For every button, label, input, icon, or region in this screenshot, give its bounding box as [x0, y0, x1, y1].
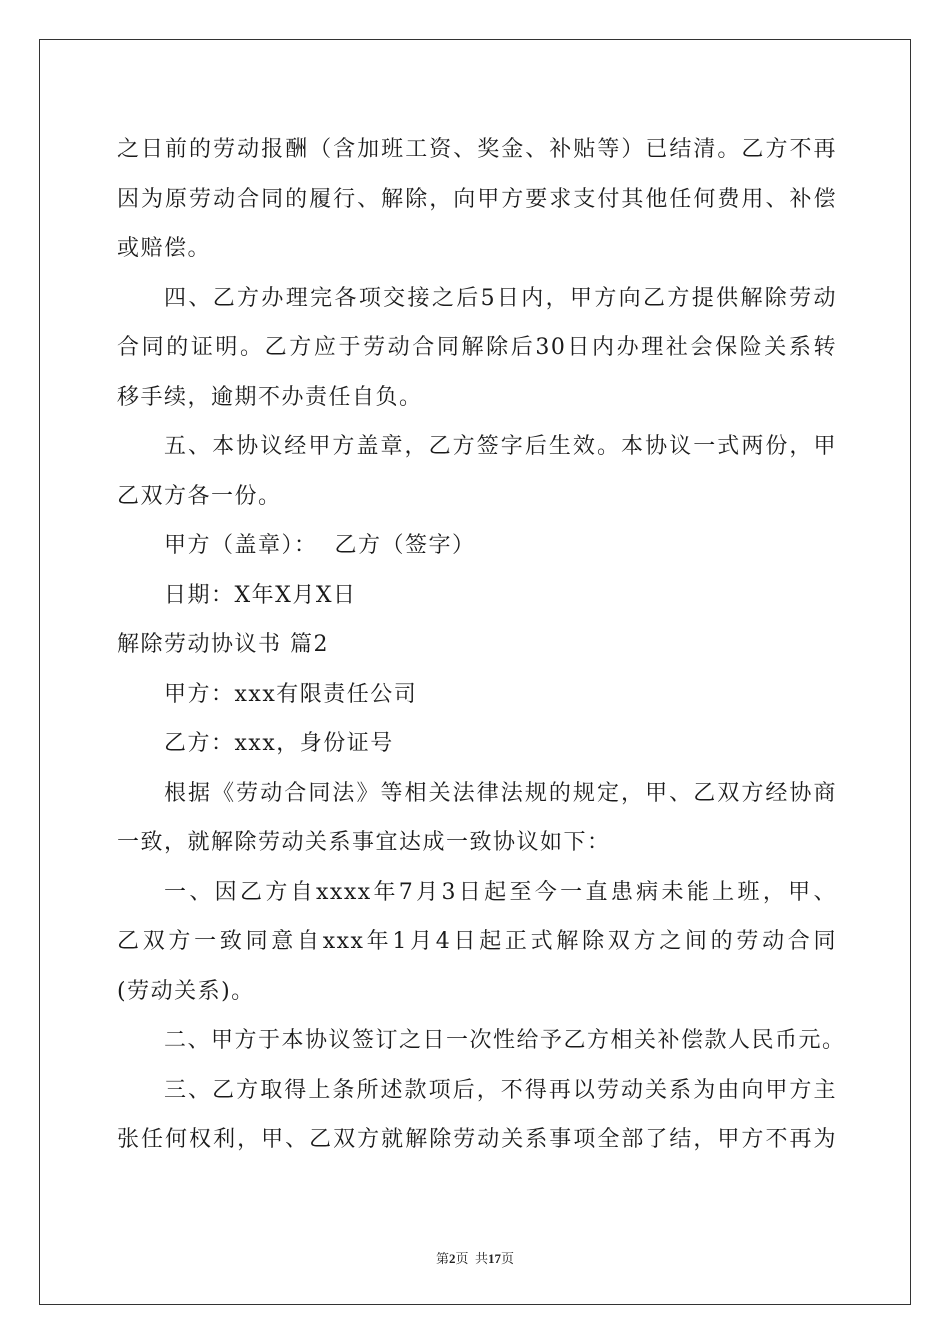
clause-2-line-1: 二、甲方于本协议签订之日一次性给予乙方相关补偿款人民币元。 — [164, 1028, 846, 1053]
preamble-line-2: 一致，就解除劳动关系事宜达成一致协议如下： — [117, 830, 611, 855]
party-a-line: 甲方：xxx有限责任公司 — [164, 681, 418, 707]
footer-page-mid: 页 共 — [455, 1251, 488, 1266]
body-line-2: 因为原劳动合同的履行、解除，向甲方要求支付其他任何费用、补偿 — [117, 186, 837, 212]
document-body — [117, 125, 846, 1165]
footer-page-total: 17 — [488, 1251, 501, 1266]
section-heading: 解除劳动协议书 篇2 — [117, 632, 329, 657]
signature-line: 甲方（盖章）： 乙方（签字） — [164, 533, 476, 558]
date-line: 日期：X年X月X日 — [164, 582, 357, 608]
clause-5-line-2: 乙双方各一份。 — [117, 483, 282, 509]
clause-4-line-3: 移手续，逾期不办责任自负。 — [117, 384, 423, 410]
body-line-3: 或赔偿。 — [117, 236, 212, 261]
page-footer — [0, 1248, 950, 1267]
clause-4-line-2: 合同的证明。乙方应于劳动合同解除后30日内办理社会保险关系转 — [117, 335, 837, 360]
clause-1-line-3: (劳动关系)。 — [117, 978, 255, 1004]
clause-3-line-2: 张任何权利，甲、乙双方就解除劳动关系事项全部了结，甲方不再为 — [117, 1127, 837, 1152]
clause-3-line-1: 三、乙方取得上条所述款项后，不得再以劳动关系为由向甲方主 — [164, 1077, 837, 1103]
footer-page-prefix: 第 — [435, 1251, 449, 1266]
body-line-1: 之日前的劳动报酬（含加班工资、奖金、补贴等）已结清。乙方不再 — [117, 137, 837, 162]
party-b-line: 乙方：xxx，身份证号 — [164, 731, 394, 756]
clause-1-line-2: 乙双方一致同意自xxx年1月4日起正式解除双方之间的劳动合同 — [117, 929, 837, 954]
clause-5-line-1: 五、本协议经甲方盖章，乙方签字后生效。本协议一式两份，甲 — [164, 434, 837, 459]
preamble-line-1: 根据《劳动合同法》等相关法律法规的规定，甲、乙双方经协商 — [164, 780, 837, 806]
footer-page-current: 2 — [448, 1251, 456, 1266]
footer-page-suffix: 页 — [501, 1251, 515, 1266]
clause-4-line-1: 四、乙方办理完各项交接之后5日内，甲方向乙方提供解除劳动 — [164, 285, 837, 311]
clause-1-line-1: 一、因乙方自xxxx年7月3日起至今一直患病未能上班，甲、 — [164, 879, 837, 905]
